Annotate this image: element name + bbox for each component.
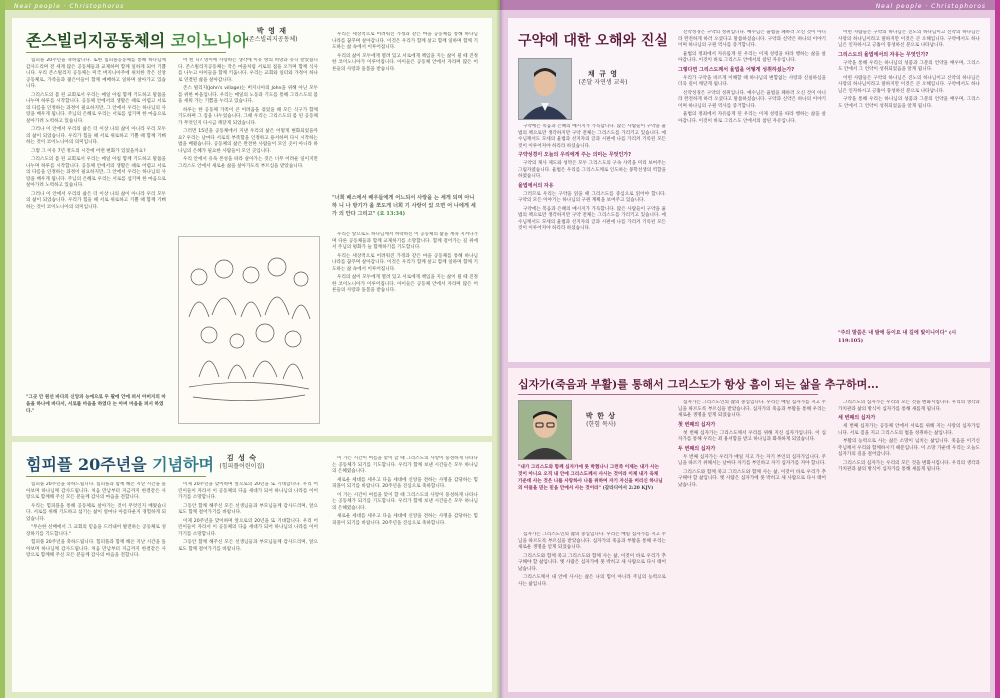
paragraph: 우리의 삶이 모두에게 열려 있고 서로에게 책임을 지는 삶이 될 때 진정한 코이노니아가 이루어집니다. 아이들은 공동체 안에서 자라며 많은 어른들의 사랑과 돌봄을 받습니다. xyxy=(332,53,478,72)
paragraph: 그리스도와 함께 죽고 그리스도와 함께 사는 삶, 이것이 바로 우리가 추구해야 할 삶입니다. 옛 사람은 십자가에 못 박히고 새 사람으로 다시 태어났습니다. xyxy=(678,469,826,488)
sketch-drawing xyxy=(179,237,319,423)
verse-reference: (시 119:105) xyxy=(838,330,957,344)
article-cross-column-1 xyxy=(518,532,666,684)
article-title-accent: 기념하며 xyxy=(152,455,214,474)
paragraph: 이 가는 시간이 여름을 맞이 할 때 그리스도의 사랑이 풍성하게 나타나는 공동체가 되기를 기도합니다. 우리가 함께 보낸 시간들은 모두 하나님의 은혜였습니다. xyxy=(332,492,478,511)
running-header-right: Neal people · Christophoros xyxy=(875,3,986,10)
bible-verse-quote xyxy=(518,464,664,492)
title-rule xyxy=(26,476,206,477)
paragraph: 이제 20주년을 맞이하며 앞으로의 20년을 또 기대합니다. 우리 어린이들이 자라서 이 공동체의 다음 세대가 되어 하나님의 나라를 이어가기를 소망합니다. xyxy=(178,518,318,537)
paragraph: 첫 번째 십자가는 그리스도께서 우리를 위해 지신 십자가입니다. 이 십자가를 통해 우리는 죄 용서함을 받고 하나님과 화목하게 되었습니다. xyxy=(678,430,826,443)
portrait-image xyxy=(519,59,571,119)
paragraph: 우리는 세상적으로 어려워진 가정과 같은 마을 공동체를 통해 하나님 나라를 꿈꾸며 살아갑니다. 이것은 우리가 함께 살고 함께 일하며 함께 기도하는 삶 속에서 이루어집니다. xyxy=(332,253,478,272)
section-heading: 첫 번째의 십자가 xyxy=(678,421,716,428)
title-rule xyxy=(26,52,226,53)
section-heading: 그리스도의 율법에서의 자유는 무엇인가? xyxy=(838,51,929,58)
article-koinonia-title xyxy=(26,28,248,51)
paragraph: 그동안 함께 해주신 모든 선생님들과 부모님들께 감사드리며, 앞으로도 함께 걸어가기를 바랍니다. xyxy=(178,503,318,516)
author-role: (존스빌리지공동체) xyxy=(246,35,298,43)
right-page-edge xyxy=(995,0,1000,698)
paragraph: 부활의 능력으로 사는 삶은 소망이 넘치는 삶입니다. 죽음을 이기신 주님께서 우리와 함께하시기 때문입니다. 이 소망 가운데 우리는 오늘도 십자가의 길을 걸어갑니다. xyxy=(838,439,980,458)
author-role: (존달 자연생 교육) xyxy=(578,78,628,86)
paragraph: 그리스도의 십자가는 우리의 모든 것을 변화시킵니다. 우리의 생각과 가치관과 삶의 방식이 십자가를 통해 새롭게 됩니다. xyxy=(838,400,980,412)
paragraph: 힘피플 20주년을 축하합니다. 또한 힘피플공동체를 통해 하나님께 감사드리며 전 세계 많은 공동체들과 교제하며 함께 일하게 되어 기쁩니다. 우리 존스빌리지 공동체는 미국 버지니아주에 위치한 작은 신앙공동체로, 가족들과 젊은이들이 함께 예배하고 일하며 살아가고 있습니다. xyxy=(26,58,166,90)
author-name: 김 성 숙 xyxy=(226,454,258,462)
article-koinonia-column-2 xyxy=(178,58,318,228)
article-old-testament-byline xyxy=(574,70,632,86)
paragraph: 어떤 사람들은 구약의 하나님은 진노의 하나님이고 신약의 하나님은 사랑의 하나님이라고 말하지만 이것은 큰 오해입니다. 구약에서도 하나님은 인자하시고 긍휼이 풍성하신 분으로 나타납니다. xyxy=(838,30,980,49)
paragraph: 우리는 세상적으로 어려워진 가정과 같은 마을 공동체를 통해 하나님 나라를 꿈꾸며 살아갑니다. 이것은 우리가 함께 살고 함께 일하며 함께 기도하는 삶 속에서 이루어집니다. xyxy=(332,32,478,51)
paragraph: 세 번째 십자가는 공동체 안에서 서로를 위해 지는 사랑의 십자가입니다. 서로 짐을 지고 그리스도의 법을 성취하는 삶입니다. xyxy=(838,424,980,436)
author-photo xyxy=(518,400,572,460)
paragraph: 구약에는 복음과 은혜의 메시지가 가득합니다. 많은 사람들이 구약을 율법의 책으로만 생각하지만 구약 전체는 그리스도를 가리키고 있습니다. 예수님께서도 모세의 율법과 선지자의 글과 시편에 나를 가리켜 기록된 모든 것이 이루어져야 하리라 하셨습니다. xyxy=(518,206,666,232)
verse-text: "너희 배스에서 배우들에게 어느되서 사랑을 는 세게 되며 아니하 니 나 방기가 올 쪼도게 너희 기 사랑이 있 으면 어 나에게 세가 의 안다 그리고" xyxy=(332,195,476,218)
portrait-image xyxy=(519,401,571,459)
article-old-testament xyxy=(508,18,990,362)
paragraph: 그리스도의 몸 된 교회로서 우리는 매일 아침 함께 기도하고 말씀을 나누며 하루를 시작합니다. 공동체 안에서의 생활은 때로 어렵고 서로의 다름을 인정하는 과정이 필요하지만, 그 안에서 우리는 하나님의 사랑을 배우게 됩니다. 주님의 은혜로 우리는 서로를 섬기며 한 마음으로 살아가려 노력하고 있습니다. xyxy=(26,92,166,124)
article-old-testament-column-2 xyxy=(678,30,826,356)
title-rule xyxy=(518,394,818,395)
paragraph: 구약에는 복음과 은혜의 메시지가 가득합니다. 많은 사람들이 구약을 율법의 책으로만 생각하지만 구약 전체는 그리스도를 가리키고 있습니다. 예수님께서도 모세의 율법과 선지자의 글과 시편에 나를 가리켜 기록된 모든 것이 이루어져야 하리라 하셨습니다. xyxy=(518,124,666,149)
section-heading: 두 번째의 십자가 xyxy=(678,445,716,452)
paragraph: 신약성경은 구약의 성취입니다. 예수님은 율법을 폐하러 오신 것이 아니라 완전하게 하러 오셨다고 말씀하셨습니다. 구약과 신약은 하나의 이야기이며 하나님의 구원 역사를 증거합니다. xyxy=(678,90,826,109)
paragraph: 그러므로 우리는 구약을 읽을 때 그리스도를 중심으로 읽어야 합니다. 구약의 모든 이야기는 하나님의 구원 계획을 보여주고 있습니다. xyxy=(518,191,666,204)
article-old-testament-title: 구약에 대한 오해와 진실 xyxy=(518,33,668,49)
paragraph: 우리의 삶이 모두에게 열려 있고 서로에게 책임을 지는 삶이 될 때 진정한 코이노니아가 이루어집니다. 아이들은 공동체 안에서 자라며 많은 어른들의 사랑과 돌봄을 받습니다. xyxy=(332,275,478,294)
verse-text: "주의 말씀은 내 발에 등이요 내 길에 빛이니이다" xyxy=(838,330,948,336)
paragraph: 그렇 그 이유 7년 정도의 시간에 어떤 변화가 있었을까요? xyxy=(31,148,146,154)
paragraph: 그리스도의 몸 된 교회로서 우리는 매일 아침 함께 기도하고 말씀을 나누며 하루를 시작합니다. 공동체 안에서의 생활은 때로 어렵고 서로의 다름을 인정하는 과정이 필요하지만, 그 안에서 우리는 하나님의 사랑을 배우게 됩니다. 주님의 은혜로 우리는 서로를 섬기며 한 마음으로 살아가려 노력하고 있습니다. xyxy=(26,157,166,189)
paragraph: 이제 20주년을 맞이하며 앞으로의 20년을 또 기대합니다. 우리 어린이들이 자라서 이 공동체의 다음 세대가 되어 하나님의 나라를 이어가기를 소망합니다. xyxy=(178,482,318,501)
article-anniversary-column-3 xyxy=(332,456,478,682)
article-koinonia-byline xyxy=(242,27,302,43)
section-heading: 구약성경이 오늘의 우리에게 주는 의미는 무엇인가? xyxy=(518,152,632,159)
paragraph: 구약을 통해 우리는 하나님의 성품과 그분의 언약을 배우며, 그리스도 안에서 그 언약이 성취되었음을 알게 됩니다. xyxy=(838,97,980,109)
paragraph: 새로운 세대를 세우고 다음 세대에 신앙을 전하는 사명을 감당하는 힘피플이 되기를 바랍니다. 20주년을 진심으로 축하합니다. xyxy=(332,477,478,490)
article-koinonia-column-1 xyxy=(26,58,166,388)
article-anniversary-title xyxy=(26,452,214,475)
paragraph: 십자가는 그리스도인의 삶의 중심입니다. 우리는 매일 십자가를 지고 주님을 따르도록 부르심을 받았습니다. 십자가의 죽음과 부활을 통해 우리는 새로운 생명을 얻게 되었습니다. xyxy=(518,532,666,551)
verse-reference: (요 13:34) xyxy=(377,211,406,218)
paragraph: 그리스도와 함께 죽고 그리스도와 함께 사는 삶, 이것이 바로 우리가 추구해야 할 삶입니다. 옛 사람은 십자가에 못 박히고 새 사람으로 다시 태어났습니다. xyxy=(518,553,666,572)
article-koinonia-column-3-top xyxy=(332,32,478,190)
paragraph: 어떤 사람들은 구약의 하나님은 진노의 하나님이고 신약의 하나님은 사랑의 하나님이라고 말하지만 이것은 큰 오해입니다. 구약에서도 하나님은 인자하시고 긍휼이 풍성하신 분으로 나타납니다. xyxy=(838,75,980,94)
article-anniversary xyxy=(12,442,492,692)
verse-reference: (갈라디아서 2:20 KJV) xyxy=(602,486,654,492)
article-title-main: 힘피플 20주년을 xyxy=(26,455,147,474)
left-page-edge xyxy=(0,0,5,698)
article-title-accent: 코이노니아 xyxy=(170,31,248,50)
article-old-testament-column-1 xyxy=(518,124,666,356)
author-photo xyxy=(518,58,572,120)
paragraph: 구약을 통해 우리는 하나님의 성품과 그분의 언약을 배우며, 그리스도 안에서 그 언약이 성취되었음을 알게 됩니다. xyxy=(838,60,980,73)
paragraph: 이 가는 시간이 여름을 맞이 할 때 그리스도의 사랑이 풍성하게 나타나는 공동체가 되기를 기도합니다. 우리가 함께 보낸 시간들은 모두 하나님의 은혜였습니다. xyxy=(332,456,478,475)
section-heading: 세 번째의 십자가 xyxy=(838,415,876,422)
paragraph: 구약의 제사 제도와 성막은 모두 그리스도의 구속 사역을 미리 보여주는 그림자였습니다. 율법은 우리를 그리스도께로 인도하는 몽학선생의 역할을 하였습니다. xyxy=(518,161,666,180)
verse-text: "내가 그리스도와 함께 십자가에 못 박혔나니 그런즉 이제는 내가 사는 것이 아니요 오직 내 안에 그리스도께서 사시는 것이라 이제 내가 육체 가운데 사는 것은 나를 사랑하사 나를 위하여 자기 자신을 버리신 하나님의 아들을 믿는 믿음 안에서 사는 것이라" xyxy=(518,465,663,492)
paragraph: 하루는 한 공동체 가족이 큰 어려움을 겪었을 때 모든 식구가 함께 기도하며 그 짐을 나누었습니다. 그때 우리는 그리스도의 몸 된 공동체가 무엇인지 다시금 깨닫게 되었습니다. xyxy=(178,107,318,126)
page-gutter xyxy=(496,0,504,698)
community-sketch-illustration xyxy=(178,236,320,424)
paragraph: 그리스도께서 내 안에 사시는 삶은 나의 힘이 아니라 주님의 능력으로 사는 삶입니다. xyxy=(518,575,666,587)
paragraph: 그러면 15년을 공동체에서 지낸 우리의 삶은 어떻게 변화되었을까요? 우리는 날마다 서로의 부족함을 인정하고 용서하며 다시 시작하는 법을 배웠습니다. 공동체의 삶은 완전한 사람들이 모인 곳이 아니라 하나님의 은혜가 필요한 사람들이 모인 곳입니다. xyxy=(178,129,318,154)
section-heading: 율법에서의 자유 xyxy=(518,182,554,189)
paragraph: 우리가 구약을 바르게 이해할 때 하나님의 변함없는 사랑과 신실하심을 더욱 깊이 깨닫게 됩니다. xyxy=(678,75,826,88)
paragraph: 존스 빌리지(John's village)는 버지니아의 John을 위해 아닌 모두를 위한 마을입니다. 우리는 매일의 노동과 기도를 통해 그리스도의 몸을 세워 가는 기쁨을 누리고 있습니다. xyxy=(178,86,318,105)
paragraph: "무슨한 선배에서 그 교회의 믿음을 드러내어 발전하는 공동체로 성장하기를 기도합니다." xyxy=(26,525,166,537)
article-anniversary-column-2 xyxy=(178,482,318,682)
paragraph: 그러나 이 안에서 우리의 삶은 더 이상 나의 삶이 아니라 우리 모두의 삶이 되었습니다. 우리가 힘들 때 서로 위로하고 기쁠 때 함께 기뻐하는 것이 코이노니아의 의미입니다. xyxy=(26,127,166,146)
paragraph: 우리는 힘피플을 통해 공동체로 살아가는 것이 무엇인지 배웠습니다. 서로를 위해 기도하고 섬기는 삶이 얼마나 아름다운지 경험하게 되었습니다. xyxy=(26,503,166,522)
author-role: (한힘 목사) xyxy=(586,420,616,428)
article-anniversary-column-1 xyxy=(26,482,166,682)
article-pull-quote: "그곳 안 원선 바다의 신앙과 능에으로 두 팔에 안에 퍼서 아버지의 마음을 하나에 바다서, 서로를 마음을 하였다 는 아버 마음을 퍼서 하였다." xyxy=(26,395,166,415)
right-page xyxy=(500,0,1000,698)
paragraph: 그러나 이 안에서 우리의 삶은 더 이상 나의 삶이 아니라 우리 모두의 삶이 되었습니다. 우리가 힘들 때 서로 위로하고 기쁠 때 함께 기뻐하는 것이 코이노니아의 의미입니다. xyxy=(26,191,166,210)
paragraph: 신약성경은 구약의 성취입니다. 예수님은 율법을 폐하러 오신 것이 아니라 완전하게 하러 오셨다고 말씀하셨습니다. 구약과 신약은 하나의 이야기이며 하나님의 구원 역사를 증거합니다. xyxy=(678,30,826,49)
paragraph: 우리 안에서 유독 본성을 따라 살아가는 것은 너무 어려운 일이지만 그리스도 안에서 새로운 삶을 살아가도록 부르심을 받았습니다. xyxy=(178,157,318,169)
paragraph: 두 번째 십자가는 우리가 매일 지고 가는 자기 부인의 십자가입니다. 주님을 따르기 위해서는 날마다 자기를 부인하고 자기 십자가를 져야 합니다. xyxy=(678,454,826,467)
bible-verse-quote xyxy=(838,330,980,346)
author-name: 박 영 재 xyxy=(256,27,288,35)
paragraph: 그리스도의 십자가는 우리의 모든 것을 변화시킵니다. 우리의 생각과 가치관과 삶의 방식이 십자가를 통해 새롭게 됩니다. xyxy=(838,460,980,473)
paragraph: 우리는 앞으로도 하나님께서 허락하신 이 공동체의 삶을 계속 지켜나가며 다른 공동체들과 함께 교제하기를 소망합니다. 함께 걸어가는 길 위에서 주님의 평화가 늘 함께하기를 기도합니다. xyxy=(332,232,478,251)
author-name: 채 규 영 xyxy=(587,70,619,78)
article-anniversary-byline xyxy=(212,454,272,470)
article-cross xyxy=(508,368,990,692)
paragraph: 그동안 함께 해주신 모든 선생님들과 부모님들께 감사드리며, 앞으로도 함께 걸어가기를 바랍니다. xyxy=(178,540,318,552)
article-old-testament-column-3 xyxy=(838,30,980,326)
paragraph: 율법의 정죄에서 자유롭게 된 우리는 이제 성령을 따라 행하는 삶을 살아갑니다. 이것이 바로 그리스도 안에서의 참된 자유입니다. xyxy=(678,112,826,124)
article-cross-byline xyxy=(574,412,628,428)
paragraph: 새로운 세대를 세우고 다음 세대에 신앙을 전하는 사명을 감당하는 힘피플이 되기를 바랍니다. 20주년을 진심으로 축하합니다. xyxy=(332,514,478,526)
author-role: (힘피플어린이집) xyxy=(219,462,265,470)
section-heading: 그렇다면 그리스도께서 율법을 어떻게 성취하셨는가? xyxy=(678,66,795,73)
running-header-left: Neal people · Christophoros xyxy=(14,3,125,10)
paragraph: 십자가는 그리스도인의 삶의 중심입니다. 우리는 매일 십자가를 지고 주님을 따르도록 부르심을 받았습니다. 십자가의 죽음과 부활을 통해 우리는 새로운 생명을 얻게 되었습니다. xyxy=(678,400,826,419)
paragraph: 어 헌 니? 영이에 사랑하는 생각에 이유 방의 희망과 유니 받았습니다. 존스빌리지공동체는 작은 마을처럼 서로의 집을 오가며 함께 식사를 나누고 아이들을 함께 키웁니다. 우리는 교회와 일터와 가정이 하나로 연결된 삶을 살아갑니다. xyxy=(178,58,318,83)
article-cross-column-3 xyxy=(838,400,980,684)
bible-verse-quote xyxy=(332,194,478,218)
paragraph: 힘피플 20주년을 축하드립니다. 힘피플과 함께 해온 지난 시간을 돌아보며 하나님께 감사드립니다. 처음 만남부터 지금까지 한결같은 사랑으로 함께해 주신 모든 분들께 감사의 마음을 전합니다. xyxy=(26,540,166,559)
paragraph: 힘피플 20주년을 축하드립니다. 힘피플과 함께 해온 지난 시간을 돌아보며 하나님께 감사드립니다. 처음 만남부터 지금까지 한결같은 사랑으로 함께해 주신 모든 분들께 감사의 마음을 전합니다. xyxy=(26,482,166,501)
author-name: 박 한 상 xyxy=(585,412,617,420)
article-koinonia xyxy=(12,18,492,436)
article-koinonia-column-3-bottom xyxy=(332,232,478,362)
article-cross-title: 십자가(죽음과 부활)를 통해서 그리스도가 항상 흠이 되는 삶을 추구하며... xyxy=(518,378,879,391)
article-cross-column-2 xyxy=(678,400,826,684)
article-title-main: 존스빌리지공동체의 xyxy=(26,31,166,50)
paragraph: 율법의 정죄에서 자유롭게 된 우리는 이제 성령을 따라 행하는 삶을 살아갑니다. 이것이 바로 그리스도 안에서의 참된 자유입니다. xyxy=(678,51,826,64)
